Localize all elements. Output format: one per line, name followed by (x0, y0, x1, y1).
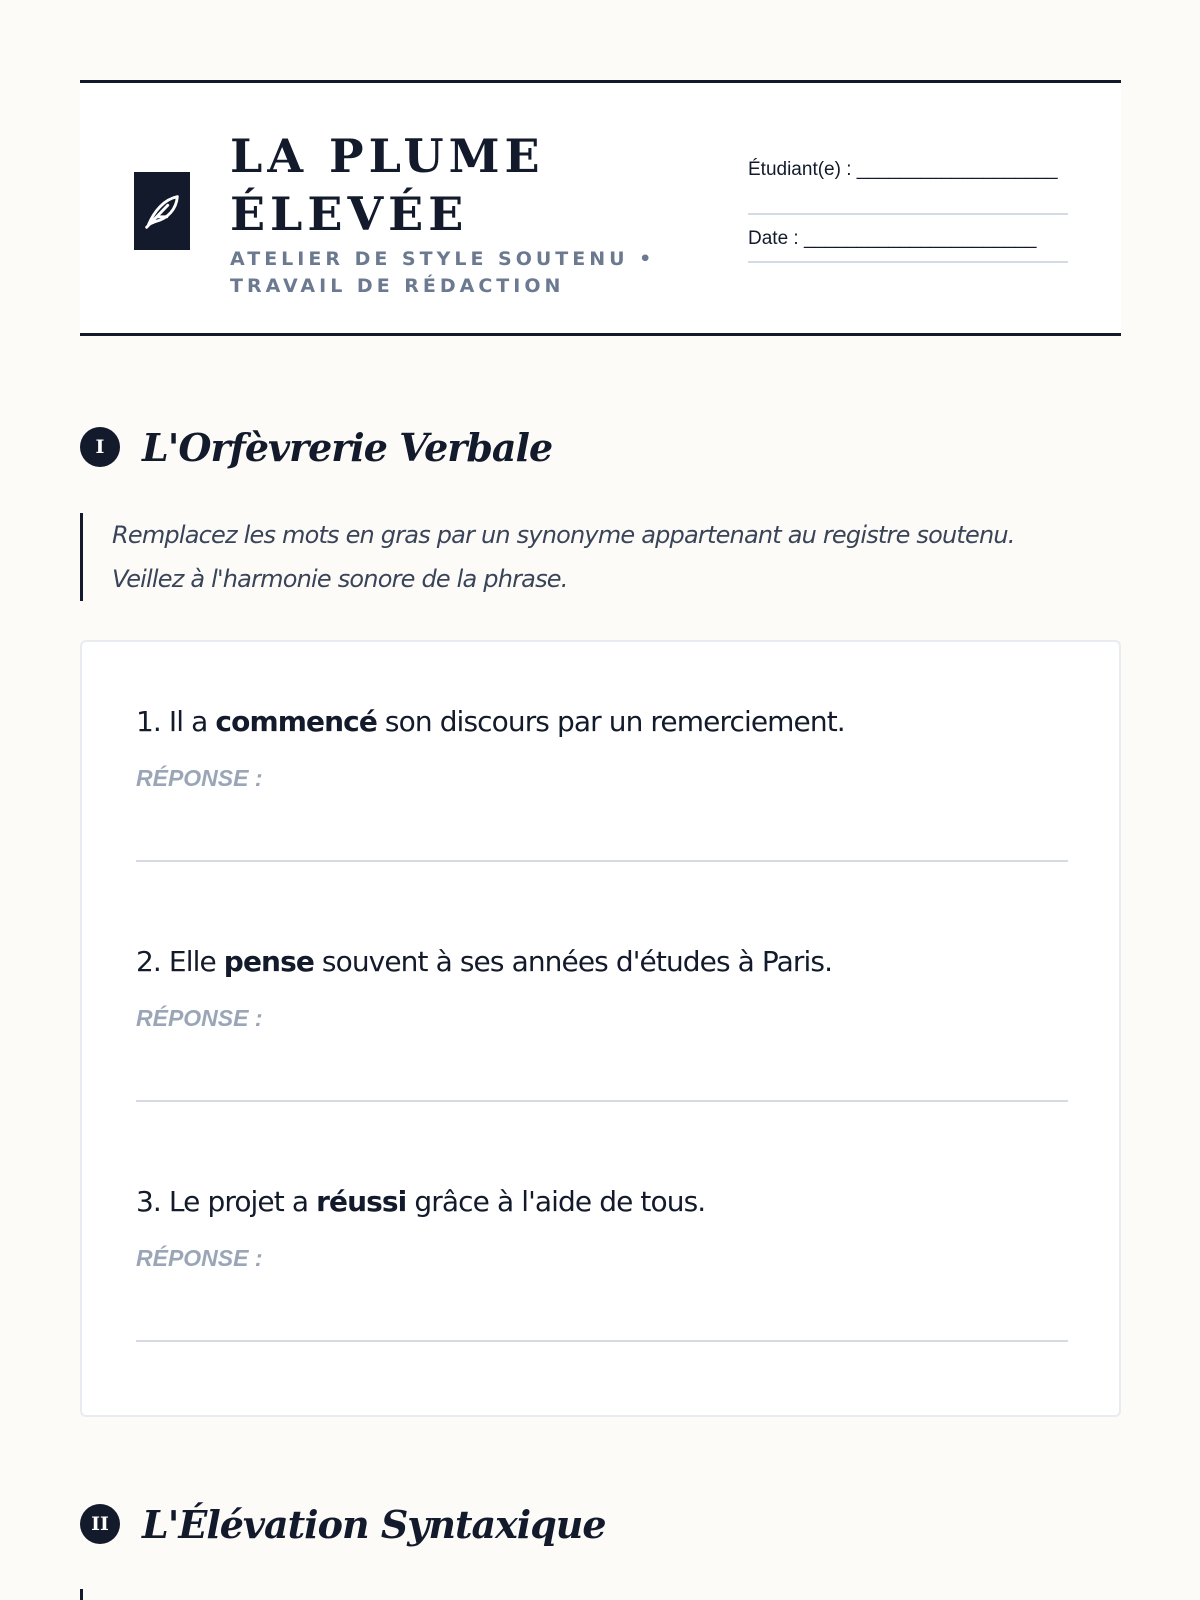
question-2 (136, 942, 1068, 1102)
question-suffix: grâce à l'aide de tous. (406, 1185, 706, 1218)
student-info (748, 153, 1068, 263)
date-field[interactable]: Date : ______________________ (748, 215, 1068, 263)
question-prefix: 3. Le projet a (136, 1185, 317, 1218)
section-1-title: L'Orfèvrerie Verbale (142, 425, 553, 470)
question-prefix: 2. Elle (136, 945, 224, 978)
instructions-line-2: Veillez à l'harmonie sonore de la phrase. (112, 565, 568, 593)
section-2-title: L'Élévation Syntaxique (142, 1502, 606, 1547)
question-suffix: son discours par un remerciement. (376, 705, 845, 738)
answer-label: RÉPONSE : (136, 765, 263, 791)
student-name-field[interactable]: Étudiant(e) : ___________________ (748, 153, 1068, 215)
question-text (136, 1182, 1068, 1222)
title-line-1: LA PLUME (230, 129, 545, 183)
logo (134, 172, 190, 250)
page-subtitle (230, 246, 670, 300)
target-word: pense (223, 945, 314, 978)
answer-line[interactable] (136, 860, 1068, 862)
worksheet-header (80, 80, 1121, 336)
question-text (136, 942, 1068, 982)
section-2-number-badge: II (80, 1504, 120, 1544)
subtitle-line-1: ATELIER DE STYLE SOUTENU • (230, 248, 656, 270)
subtitle-line-2: TRAVAIL DE RÉDACTION (230, 275, 565, 297)
section-2-instructions-bar (80, 1589, 83, 1600)
section-1-number-badge: I (80, 427, 120, 467)
exercise-card (80, 640, 1121, 1417)
question-suffix: souvent à ses années d'études à Paris. (313, 945, 833, 978)
title-line-2: ÉLEVÉE (230, 187, 469, 241)
section-1-instructions (80, 513, 1140, 601)
answer-label: RÉPONSE : (136, 1245, 263, 1271)
feather-icon (139, 188, 185, 234)
page-title (230, 127, 650, 243)
answer-line[interactable] (136, 1340, 1068, 1342)
target-word: réussi (316, 1185, 407, 1218)
question-1 (136, 702, 1068, 862)
answer-label: RÉPONSE : (136, 1005, 263, 1031)
question-text (136, 702, 1068, 742)
answer-line[interactable] (136, 1100, 1068, 1102)
instructions-line-1: Remplacez les mots en gras par un synonyme appartenant au registre soutenu. (112, 521, 1015, 549)
question-3 (136, 1182, 1068, 1342)
question-prefix: 1. Il a (136, 705, 216, 738)
target-word: commencé (215, 705, 377, 738)
